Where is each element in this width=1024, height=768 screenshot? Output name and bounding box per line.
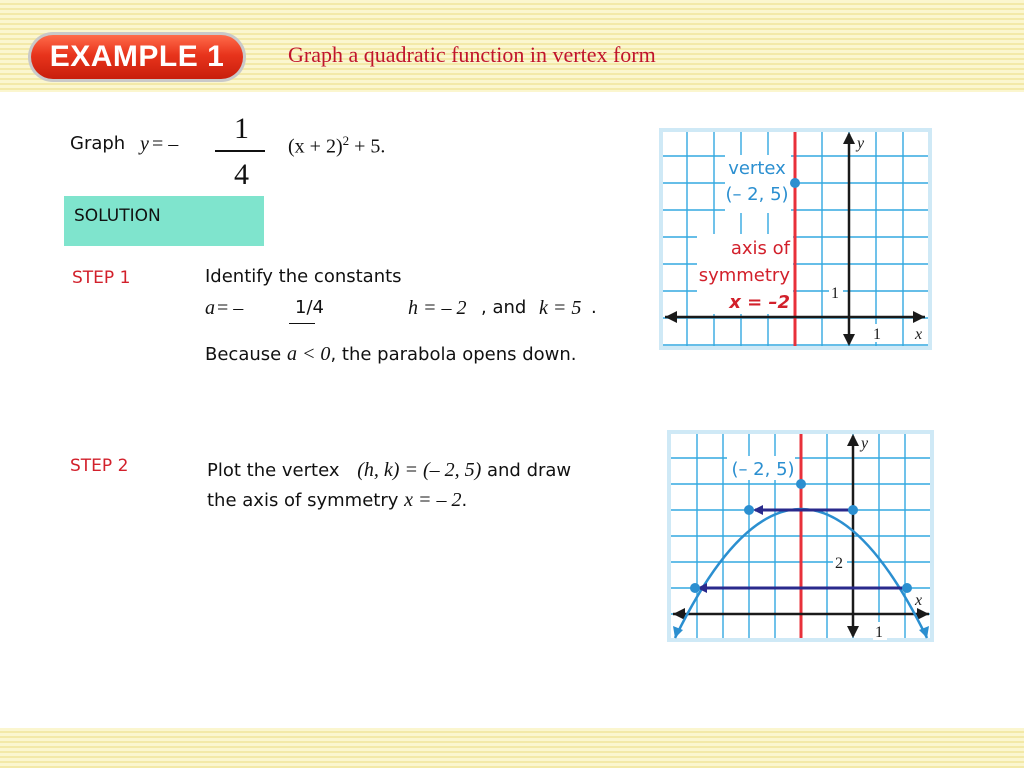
graph2-tick-x: 1 xyxy=(875,624,883,641)
graph1-vertex-coords: (– 2, 5) xyxy=(725,184,789,205)
step1-line1: Identify the constants xyxy=(205,266,402,287)
opens-text: , the parabola opens down. xyxy=(330,344,577,365)
step2-line1 xyxy=(207,459,571,482)
bottom-banner xyxy=(0,728,1024,768)
graph1-vertex-label: vertex xyxy=(728,158,786,179)
graph2-tick-y: 2 xyxy=(835,555,843,572)
step2-period: . xyxy=(461,490,468,511)
problem-base: (x + 2) xyxy=(288,135,343,158)
and-draw-text: and draw xyxy=(481,460,572,481)
axis-equation: x = – 2 xyxy=(404,489,462,511)
example-badge xyxy=(28,32,246,82)
step2-line2 xyxy=(207,489,467,512)
problem-y-var: y xyxy=(140,133,149,155)
problem-tail: + 5. xyxy=(349,135,386,158)
graph1-axis-equation: x = –2 xyxy=(729,292,790,313)
step1-and-text: , and xyxy=(481,297,527,318)
solution-box xyxy=(64,196,264,246)
graph2-point-upper-right xyxy=(848,505,858,515)
problem-expression xyxy=(288,133,385,159)
plot-text: Plot the vertex xyxy=(207,460,340,481)
fraction-bar xyxy=(215,150,265,152)
graph1-y-label: y xyxy=(857,135,865,152)
solution-label: SOLUTION xyxy=(74,206,161,226)
graph1-axis-label-line2: symmetry xyxy=(698,265,790,286)
step1-k-part: k = 5 xyxy=(539,297,582,319)
step1-a-var: a xyxy=(205,297,215,319)
because-text: Because xyxy=(205,344,287,365)
graph1-x-label: x xyxy=(915,326,923,343)
axis-text: the axis of symmetry xyxy=(207,490,405,511)
page-title: Graph a quadratic function in vertex form xyxy=(288,42,656,67)
step2-label: STEP 2 xyxy=(70,456,129,476)
step1-a-value: 1/4 xyxy=(295,297,324,318)
a-condition: a < 0 xyxy=(286,343,331,365)
problem-graph-word: Graph xyxy=(70,133,126,154)
graph-step1 xyxy=(659,128,932,350)
graph2-vertex-point xyxy=(796,479,806,489)
step1-fraction-rule xyxy=(289,323,315,324)
fraction-numerator: 1 xyxy=(234,112,249,145)
graph2-y-label: y xyxy=(861,435,869,452)
step1-label: STEP 1 xyxy=(72,268,131,288)
fraction-denominator: 4 xyxy=(234,158,249,191)
problem-exponent: 2 xyxy=(342,133,350,148)
graph1-vertex-point xyxy=(790,178,800,188)
graph1-tick-y: 1 xyxy=(831,285,839,302)
graph2-point-upper-left xyxy=(744,505,754,515)
hk-expression: (h, k) = (– 2, 5) xyxy=(357,459,482,481)
step1-a-eq: = – xyxy=(217,297,244,319)
graph1-axis-label-line1: axis of xyxy=(730,238,790,259)
step1-because-line xyxy=(205,343,577,366)
graph2-x-label: x xyxy=(915,592,923,609)
graph1-tick-x: 1 xyxy=(873,326,881,343)
example-badge-label: EXAMPLE 1 xyxy=(31,35,243,79)
graph2-point-lower-left xyxy=(690,583,700,593)
graph2-vertex-coords: (– 2, 5) xyxy=(731,459,795,480)
problem-equals-minus: = – xyxy=(152,133,179,155)
step1-h-part: h = – 2 xyxy=(408,297,467,319)
step1-period: . xyxy=(591,297,597,318)
graph-step2 xyxy=(667,430,934,642)
graph2-point-lower-right xyxy=(902,583,912,593)
